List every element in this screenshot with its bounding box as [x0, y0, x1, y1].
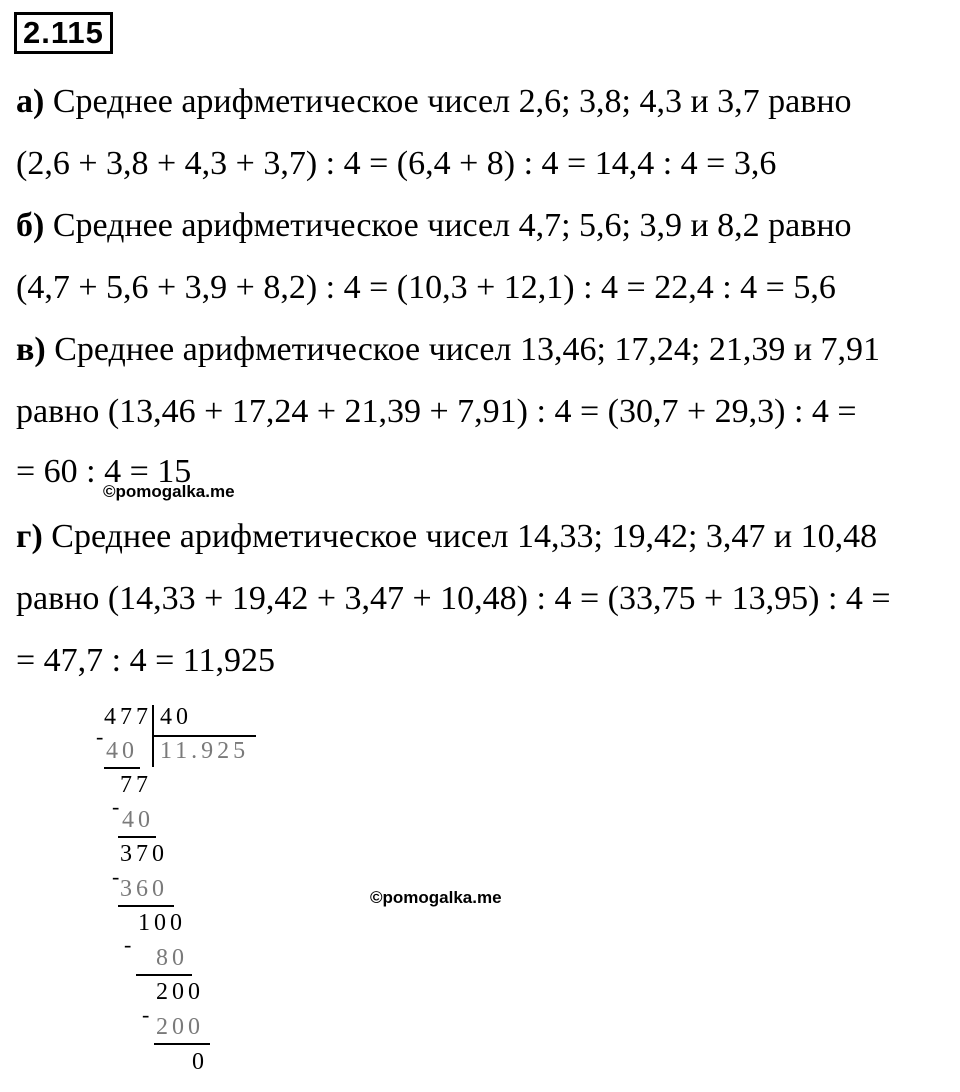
- part-g-statement: [16, 517, 877, 557]
- subtrahend-4: 80: [156, 945, 188, 971]
- problem-number: 2.115: [14, 12, 113, 54]
- step-line-2: [118, 836, 156, 838]
- part-g-solution-line2: = 47,7 : 4 = 11,925: [16, 642, 276, 679]
- remainder-4: 200: [156, 979, 204, 1005]
- part-a-marker: а): [16, 83, 45, 120]
- minus-sign: -: [112, 794, 120, 819]
- step-line-1: [104, 767, 140, 769]
- divisor: 40: [160, 704, 192, 730]
- part-a-text: Среднее арифметическое чисел 2,6; 3,8; 4,3 и 3,7 равно: [44, 83, 852, 120]
- remainder-2: 370: [120, 841, 168, 867]
- watermark: ©pomogalka.me: [103, 482, 235, 501]
- remainder-1: 77: [120, 772, 152, 798]
- subtrahend-3: 360: [120, 876, 168, 902]
- part-v-statement: [16, 330, 880, 370]
- part-g-text: Среднее арифметическое чисел 14,33; 19,42; 3,47 и 10,48: [42, 518, 878, 555]
- step-line-4: [136, 974, 192, 976]
- watermark: ©pomogalka.me: [370, 888, 502, 907]
- part-v-marker: в): [16, 331, 46, 368]
- part-b-statement: [16, 206, 852, 246]
- part-g-solution-line1: равно (14,33 + 19,42 + 3,47 + 10,48) : 4 = (33,75 + 13,95) : 4 =: [16, 580, 891, 617]
- minus-sign: -: [142, 1002, 150, 1027]
- final-remainder: 0: [192, 1049, 208, 1075]
- minus-sign: -: [96, 724, 104, 749]
- dividend: 477: [104, 704, 152, 730]
- subtrahend-1: 40: [106, 738, 138, 764]
- subtrahend-5: 200: [156, 1014, 204, 1040]
- part-v-solution-line2: = 60 : 4 = 15: [16, 453, 192, 490]
- part-v-text: Среднее арифметическое чисел 13,46; 17,24; 21,39 и 7,91: [45, 331, 881, 368]
- remainder-3: 100: [138, 910, 186, 936]
- step-line-3: [118, 905, 174, 907]
- minus-sign: -: [112, 864, 120, 889]
- step-line-5: [154, 1043, 210, 1045]
- part-a-statement: [16, 82, 852, 122]
- quotient: 11.925: [160, 738, 250, 764]
- part-a-solution: (2,6 + 3,8 + 4,3 + 3,7) : 4 = (6,4 + 8) : 4 = 14,4 : 4 = 3,6: [16, 145, 777, 182]
- minus-sign: -: [124, 932, 132, 957]
- part-v-solution-line1: равно (13,46 + 17,24 + 21,39 + 7,91) : 4 = (30,7 + 29,3) : 4 =: [16, 393, 857, 430]
- part-g-marker: г): [16, 518, 43, 555]
- part-b-solution: (4,7 + 5,6 + 3,9 + 8,2) : 4 = (10,3 + 12,1) : 4 = 22,4 : 4 = 5,6: [16, 269, 836, 306]
- part-b-marker: б): [16, 207, 45, 244]
- part-b-text: Среднее арифметическое чисел 4,7; 5,6; 3,9 и 8,2 равно: [44, 207, 852, 244]
- subtrahend-2: 40: [122, 807, 154, 833]
